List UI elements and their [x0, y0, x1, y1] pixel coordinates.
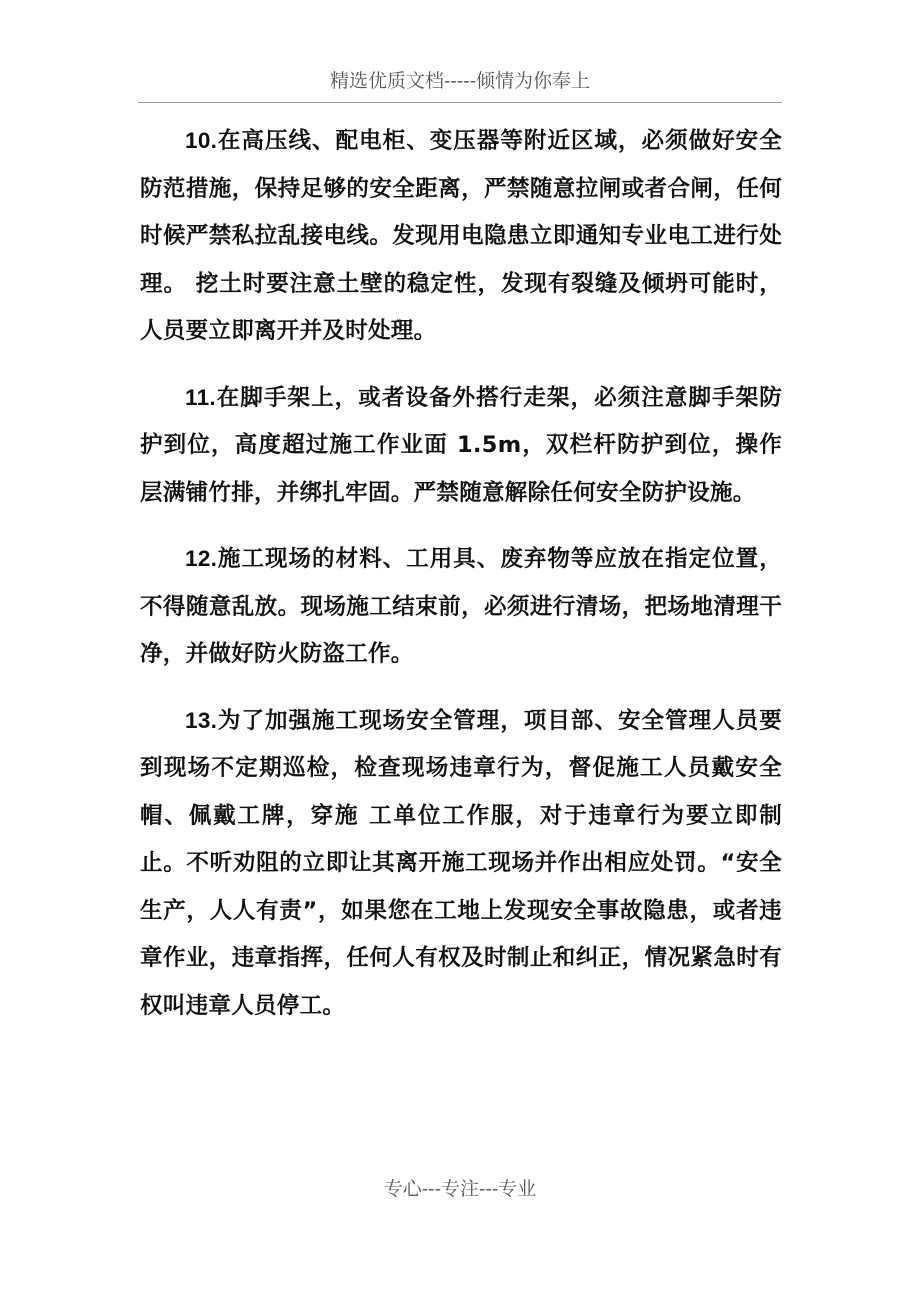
paragraph-13 [140, 697, 782, 1031]
document-body [140, 117, 782, 1048]
paragraph-number: 12. [185, 546, 218, 571]
page-footer: 专心---专注---专业 [383, 1178, 537, 1200]
paragraph-11 [140, 374, 782, 518]
paragraph-text: 为了加强施工现场安全管理，项目部、安全管理人员要到现场不定期巡检，检查现场违章行为，督促施工人员戴安全帽、佩戴工牌，穿施 工单位工作服，对于违章行为要立即制止。不听劝阻的立即让其离开施工现场并作出相应处罚。“安全生产，人人有责”，如果您在工地上发现安全事故隐患，或者违章作业，违章指挥，任何人有权及时制止和纠正，情况紧急时有权叫违章人员停工。 [140, 707, 782, 1019]
paragraph-text: 在脚手架上，或者设备外搭行走架，必须注意脚手架防护到位，高度超过施工作业面 1.5m，双栏杆防护到位，操作层满铺竹排，并绑扎牢固。严禁随意解除任何安全防护设施。 [140, 384, 782, 506]
paragraph-text: 在高压线、配电柜、变压器等附近区域，必须做好安全防范措施，保持足够的安全距离，严禁随意拉闸或者合闸，任何时候严禁私拉乱接电线。发现用电隐患立即通知专业电工进行处理。 挖土时要注意土壁的稳定性，发现有裂缝及倾坍可能时，人员要立即离开并及时处理。 [140, 128, 782, 344]
paragraph-number: 11. [185, 384, 216, 410]
paragraph-number: 13. [185, 707, 218, 733]
paragraph-number: 10. [185, 128, 218, 153]
paragraph-10 [140, 117, 782, 356]
paragraph-12 [140, 535, 782, 679]
paragraph-text: 施工现场的材料、工用具、废弃物等应放在指定位置，不得随意乱放。现场施工结束前，必须进行清场，把场地清理干净，并做好防火防盗工作。 [140, 546, 782, 667]
page-header: 精选优质文档-----倾情为你奉上 [138, 64, 782, 103]
